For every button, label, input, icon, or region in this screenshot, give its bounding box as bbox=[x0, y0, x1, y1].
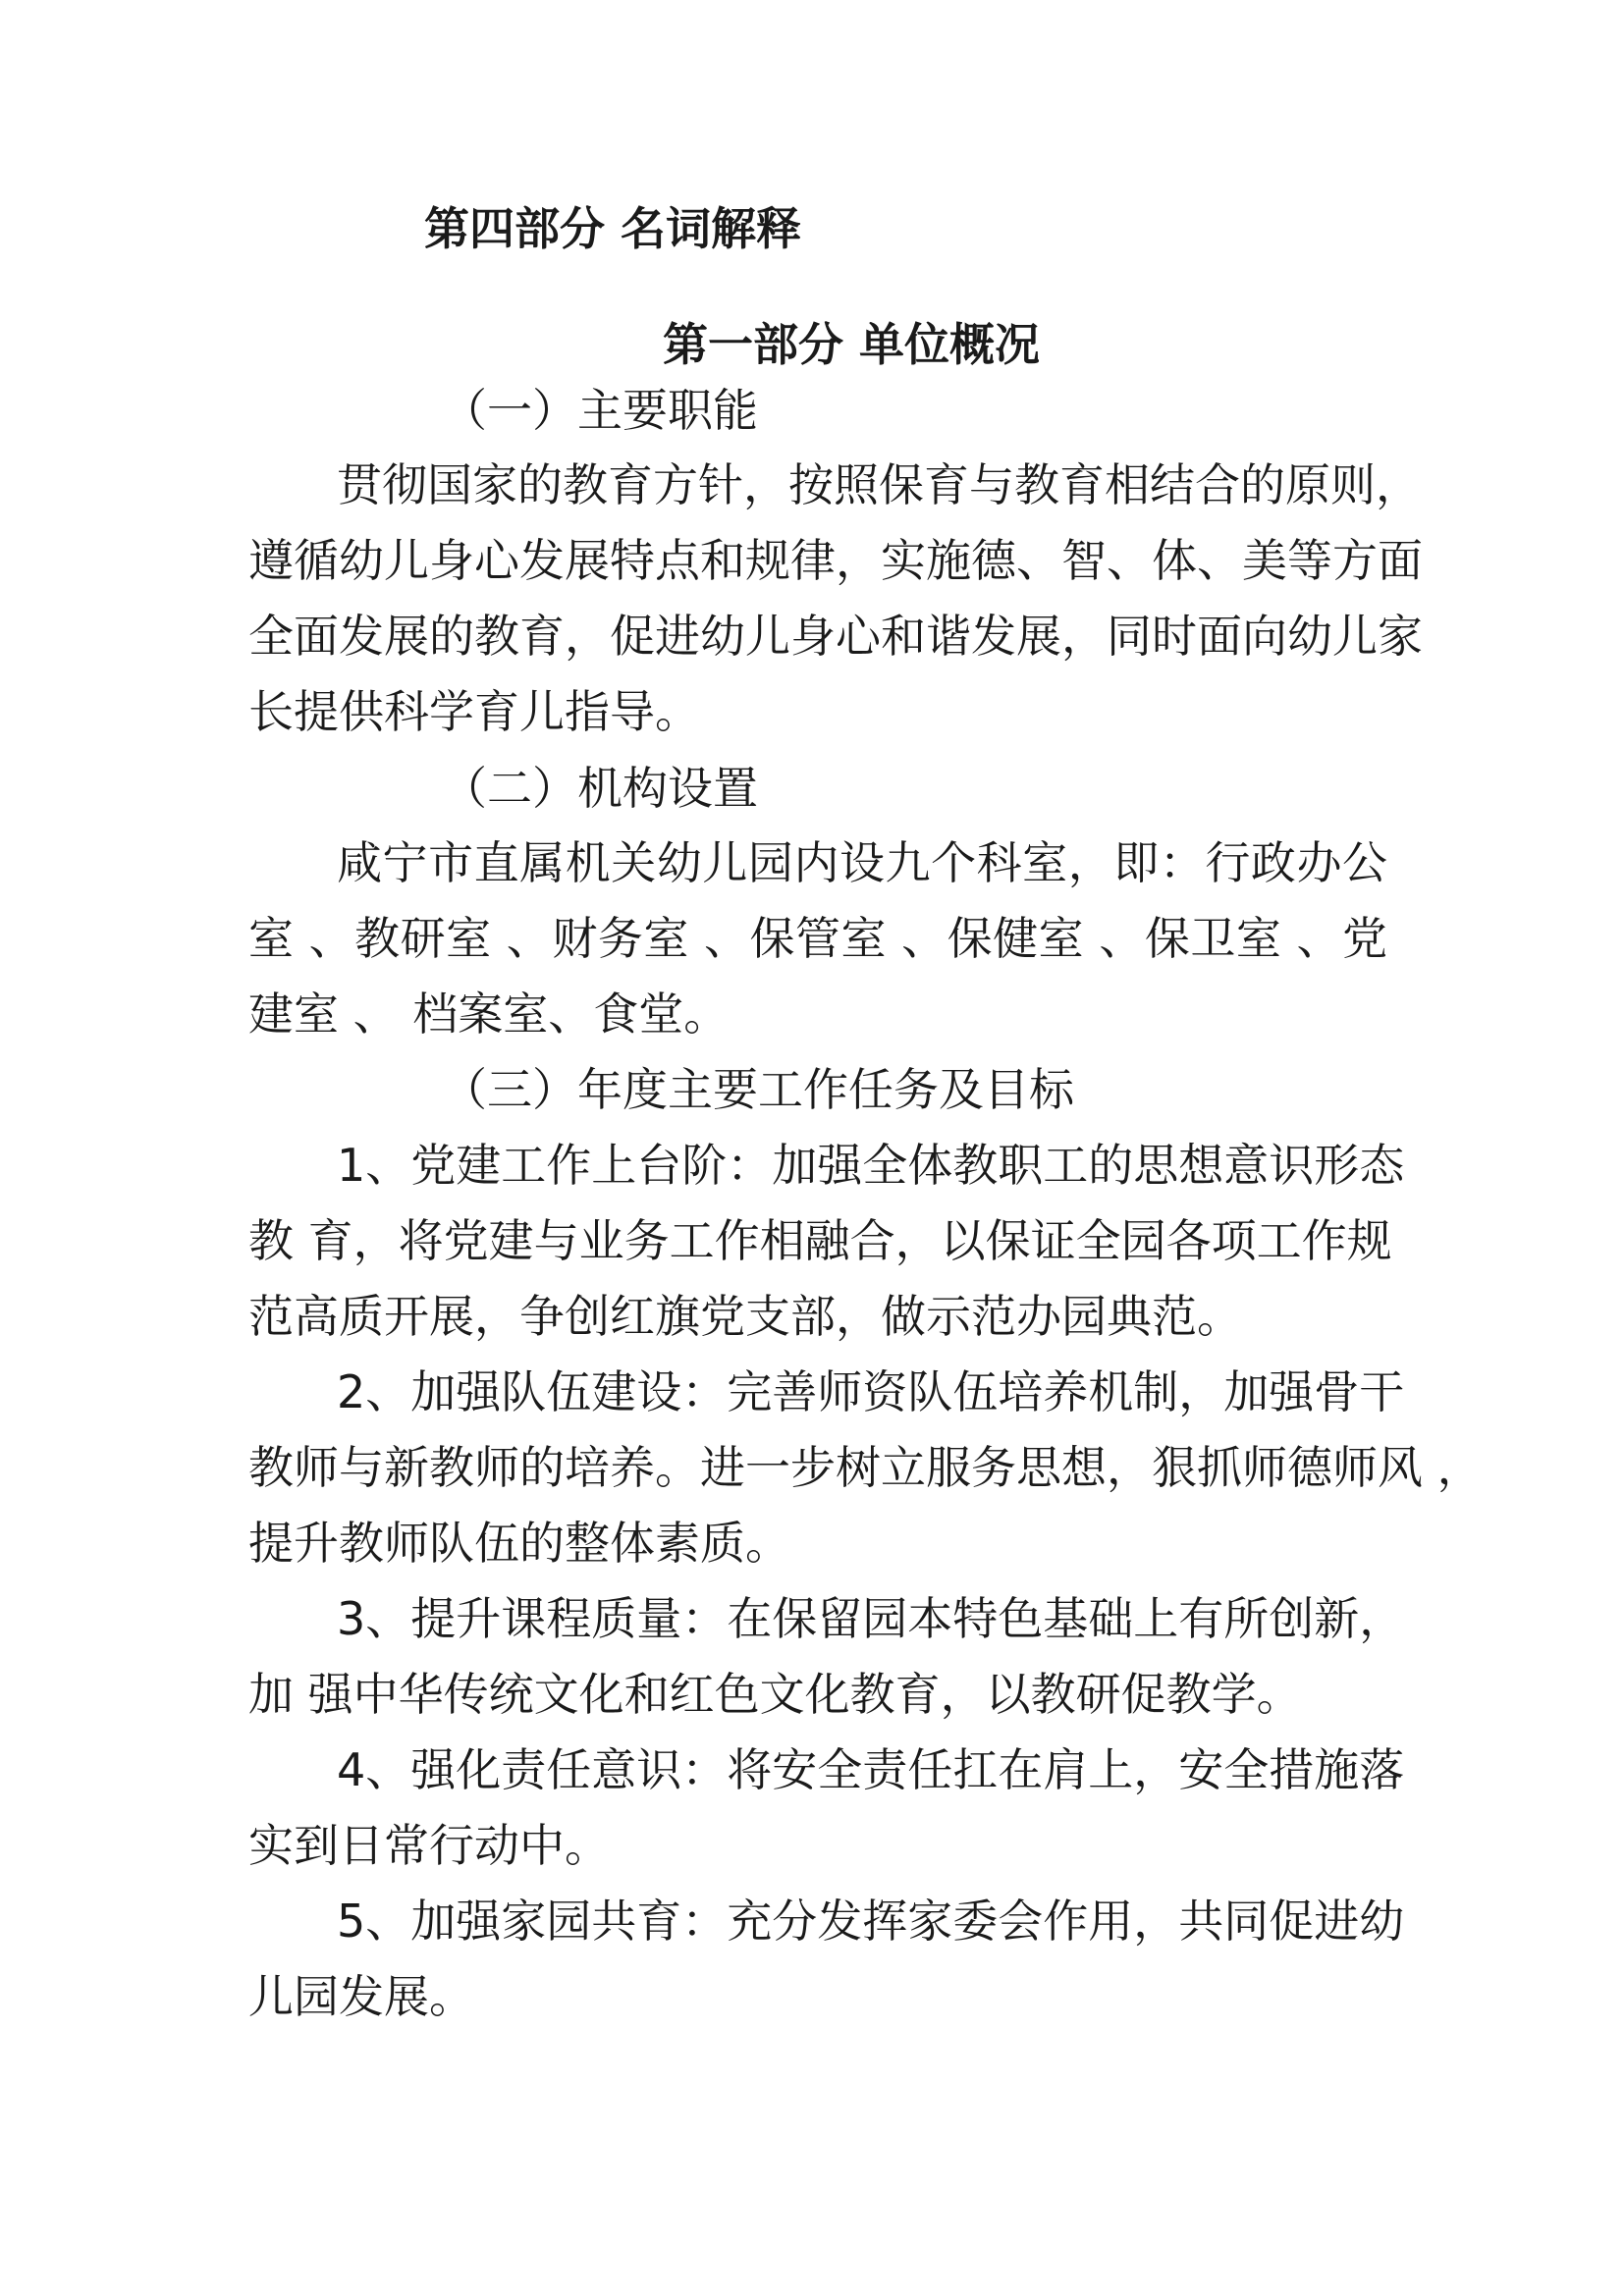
task-item-line: 教师与新教师的培养。进一步树立服务思想，狠抓师德师风 ， bbox=[248, 1441, 1483, 1494]
paragraph-line: 遵循幼儿身心发展特点和规律，实施德、智、体、美等方面 bbox=[248, 534, 1423, 587]
task-item-line: 5、加强家园共育：充分发挥家委会作用，共同促进幼 bbox=[337, 1895, 1405, 1948]
subheading-organization: （二）机构设置 bbox=[442, 762, 758, 815]
section-title: 第一部分 单位概况 bbox=[663, 318, 1041, 371]
subheading-annual-tasks: （三）年度主要工作任务及目标 bbox=[442, 1063, 1074, 1116]
task-item-line: 实到日常行动中。 bbox=[248, 1819, 610, 1872]
task-item-line: 教 育，将党建与业务工作相融合，以保证全园各项工作规 bbox=[248, 1214, 1392, 1267]
task-item-line: 范高质开展，争创红旗党支部，做示范办园典范。 bbox=[248, 1290, 1242, 1343]
paragraph-line: 全面发展的教育，促进幼儿身心和谐发展，同时面向幼儿家 bbox=[248, 610, 1423, 663]
paragraph-line: 建室 、 档案室、食堂。 bbox=[248, 988, 730, 1041]
task-item-line: 儿园发展。 bbox=[248, 1970, 474, 2023]
paragraph-line: 室 、教研室 、财务室 、保管室 、保健室 、保卫室 、党 bbox=[248, 912, 1387, 965]
task-item-line: 加 强中华传统文化和红色文化教育，以教研促教学。 bbox=[248, 1668, 1302, 1721]
task-item-line: 3、提升课程质量：在保留园本特色基础上有所创新， bbox=[337, 1592, 1405, 1645]
paragraph-line: 贯彻国家的教育方针，按照保育与教育相结合的原则， bbox=[337, 458, 1421, 511]
task-item-line: 提升教师队伍的整体素质。 bbox=[248, 1517, 790, 1570]
paragraph-line: 长提供科学育儿指导。 bbox=[248, 685, 700, 738]
task-item-line: 2、加强队伍建设：完善师资队伍培养机制，加强骨干 bbox=[337, 1365, 1405, 1418]
paragraph-line: 咸宁市直属机关幼儿园内设九个科室，即：行政办公 bbox=[337, 836, 1387, 889]
toc-entry-part-four: 第四部分 名词解释 bbox=[424, 202, 802, 255]
task-item-line: 4、强化责任意识：将安全责任扛在肩上，安全措施落 bbox=[337, 1743, 1405, 1796]
task-item-line: 1、党建工作上台阶：加强全体教职工的思想意识形态 bbox=[337, 1139, 1405, 1192]
subheading-main-functions: （一）主要职能 bbox=[442, 384, 758, 437]
